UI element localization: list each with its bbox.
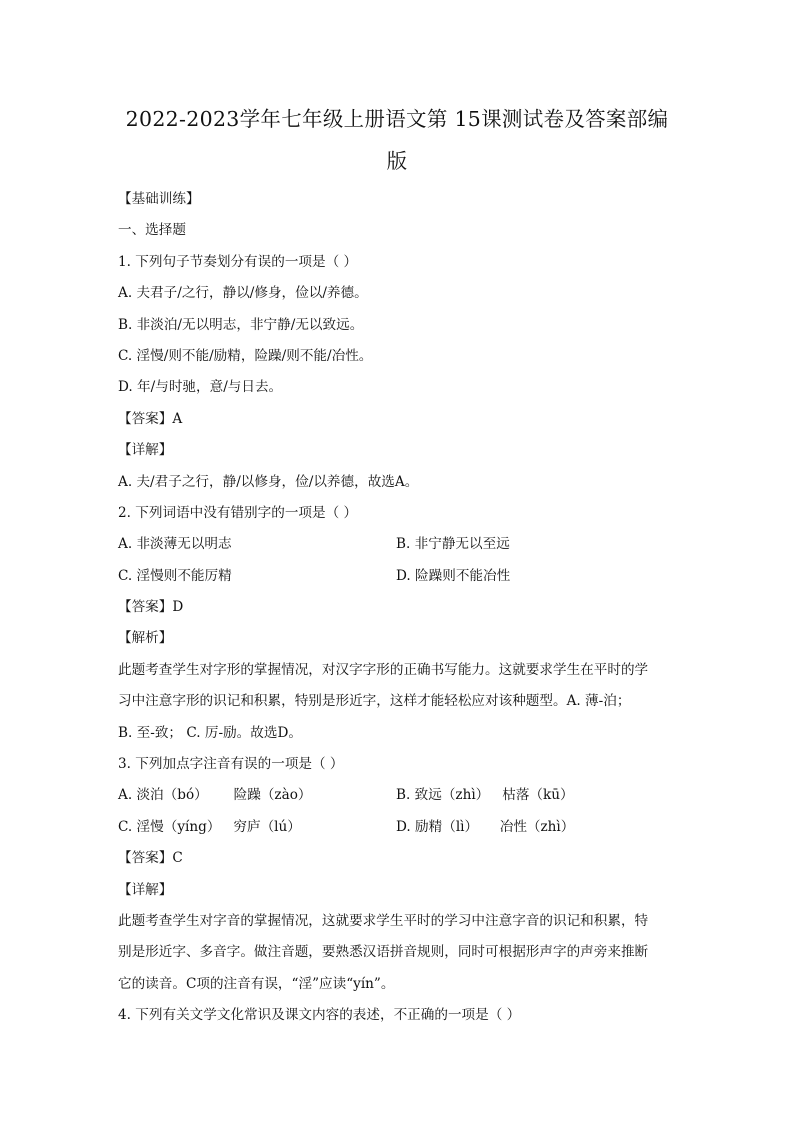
question-2-option-b: B. 非宁静无以至远	[396, 536, 510, 553]
question-3-options-row-1	[118, 780, 678, 811]
question-2-option-d: D. 险躁则不能冶性	[396, 567, 511, 584]
question-4-stem: 4. 下列有关文学文化常识及课文内容的表述，不正确的一项是（ ）	[118, 1007, 521, 1024]
question-3-options-row-2	[118, 812, 678, 843]
section-heading: 【基础训练】	[118, 191, 200, 207]
question-2-options-row-2	[118, 561, 678, 592]
title-line-2: 版	[386, 149, 408, 173]
document-title	[110, 98, 684, 182]
question-1-detail: A. 夫/君子之行，静/以修身，俭/以养德，故选A。	[118, 473, 419, 490]
question-3-option-a: A. 淡泊（bó） 险躁（zào）	[118, 787, 312, 804]
question-1-option-d: D. 年/与时驰，意/与日去。	[118, 379, 283, 396]
question-3-detail-line-3: 它的读音。C项的注音有误，“淫”应读“yín”。	[118, 975, 395, 992]
part-heading: 一、选择题	[118, 222, 186, 239]
question-3-option-d: D. 励精（lì） 冶性（zhì）	[396, 818, 575, 835]
question-3-option-b: B. 致远（zhì） 枯落（kū）	[396, 787, 574, 804]
question-3-answer: 【答案】C	[118, 850, 183, 867]
question-2-options-row-1	[118, 529, 678, 560]
question-3-detail-label: 【详解】	[118, 881, 173, 898]
question-2-analysis-line-2: 习中注意字形的识记和积累，特别是形近字，这样才能轻松应对该种题型。A. 薄-泊；	[118, 693, 631, 710]
question-2-option-c: C. 淫慢则不能厉精	[118, 567, 232, 584]
question-3-detail-line-2: 别是形近字、多音字。做注音题，要熟悉汉语拼音规则，同时可根据形声字的声旁来推断	[118, 944, 649, 961]
question-1-stem: 1. 下列句子节奏划分有误的一项是（ ）	[118, 253, 358, 270]
question-2-analysis-line-1: 此题考查学生对字形的掌握情况，对汉字字形的正确书写能力。这就要求学生在平时的学	[118, 661, 649, 678]
document-body	[118, 184, 678, 1032]
question-3-option-c: C. 淫慢（yíng） 穷庐（lú）	[118, 818, 301, 835]
question-1-option-a: A. 夫君子/之行，静以/修身，俭以/养德。	[118, 285, 368, 302]
question-1-option-c: C. 淫慢/则不能/励精，险躁/则不能/冶性。	[118, 347, 373, 364]
question-2-stem: 2. 下列词语中没有错别字的一项是（ ）	[118, 504, 358, 521]
question-2-answer: 【答案】D	[118, 599, 184, 616]
question-1-answer: 【答案】A	[118, 410, 183, 427]
title-line-1: 2022-2023学年七年级上册语文第 15课测试卷及答案部编	[125, 107, 669, 131]
question-2-analysis-label: 【解析】	[118, 630, 173, 647]
question-2-analysis-line-3: B. 至-致； C. 厉-励。故选D。	[118, 724, 302, 741]
question-1-detail-label: 【详解】	[118, 442, 173, 459]
question-3-stem: 3. 下列加点字注音有误的一项是（ ）	[118, 756, 344, 773]
question-2-option-a: A. 非淡薄无以明志	[118, 536, 232, 553]
question-1-option-b: B. 非淡泊/无以明志，非宁静/无以致远。	[118, 316, 364, 333]
question-3-detail-line-1: 此题考查学生对字音的掌握情况，这就要求学生平时的学习中注意字音的识记和积累，特	[118, 912, 649, 929]
